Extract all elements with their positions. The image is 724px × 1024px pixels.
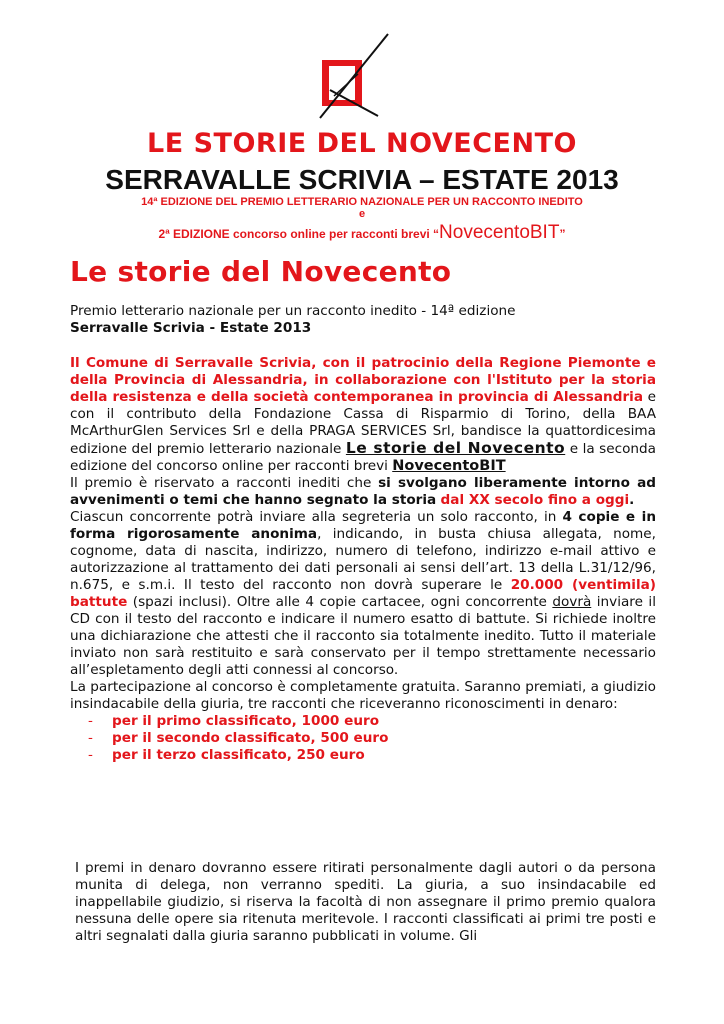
edition-line: 14ª EDIZIONE DEL PREMIO LETTERARIO NAZIONALE PER UN RACCONTO INEDITO (141, 196, 583, 208)
header-subtitle: SERRAVALLE SCRIVIA – ESTATE 2013 (105, 164, 619, 195)
bullet-dash: - (88, 713, 93, 729)
paragraph-4: La partecipazione al concorso è completamente gratuita. Saranno premiati, a giudizio insindacabile della giuria, tre racconti che riceveranno riconoscimenti in denaro: (70, 679, 656, 712)
p3-text-a: Ciascun concorrente potrà inviare alla segreteria un solo racconto, in (70, 509, 563, 525)
prize-list (70, 713, 656, 764)
bullet-dash: - (88, 730, 93, 746)
list-item (88, 730, 656, 747)
closing-paragraph: I premi in denaro dovranno essere ritirati personalmente dagli autori o da persona munita di delega, non verranno spediti. La giuria, a suo insindacabile ed inappellabile giudizio, si riserva la facoltà di non assegnare il primo premio qualora nessuna delle opere sia ritenuta meritevole. I racconti classificati ai primi tre posti e altri segnalati dalla giuria saranno pubblicati in volume. Gli (75, 860, 656, 944)
second-edition-prefix: 2ª EDIZIONE concorso online per racconti brevi “ (158, 227, 440, 241)
novecento-logo-icon (316, 30, 392, 122)
list-item (88, 713, 656, 730)
p3-text-g: inviare il CD con il testo del racconto e indicare il numero esatto di battute. Si richiede inoltre una dichiarazione che attesti che il racconto sia totalmente inedito. Tutto il materiale inviato non sarà restituito e sarà conservato per il tempo strettamente necessario all’espletamento degli atti connessi al concorso. (70, 594, 656, 678)
p2-text-d: dal XX secolo fino a oggi (440, 492, 630, 508)
organizers-text: Il Comune di Serravalle Scrivia, con il patrocinio della Regione Piemonte e della Provincia di Alessandria, in collaborazione con l'Istituto per la storia della resistenza e della società contemporanea in provincia di Alessandria (70, 355, 656, 405)
p3-text-f: dovrà (552, 594, 592, 610)
contest-text: e la seconda edizione del concorso online per racconti brevi (70, 441, 656, 474)
prize-third: per il terzo classificato, 250 euro (112, 747, 365, 763)
second-edition-suffix: ” (559, 227, 566, 241)
prize-second: per il secondo classificato, 500 euro (112, 730, 389, 746)
prize-first: per il primo classificato, 1000 euro (112, 713, 380, 729)
intro-line-1: Premio letterario nazionale per un racconto inedito - 14ª edizione (70, 303, 516, 319)
p3-text-b: 4 copie e in forma rigorosamente anonima (70, 509, 656, 542)
p2-text-a: Il premio è riservato a racconti inediti che (70, 475, 379, 491)
p2-text-e: . (629, 492, 635, 508)
conjunction-line: e (358, 208, 366, 220)
bullet-dash: - (88, 747, 93, 763)
list-item (88, 747, 656, 764)
sponsors-text: e con il contributo della Fondazione Cassa di Risparmio di Torino, della BAA McArthurGlen Services Srl e della PRAGA SERVICES Srl, bandisce la quattordicesima edizione del premio letterario nazionale (70, 389, 657, 457)
brand-novecentobit: NovecentoBIT (392, 458, 506, 474)
p3-text-c: , indicando, in busta chiusa allegata, nome, cognome, data di nascita, indirizzo, numero di telefono, indirizzo e-mail attivo e autorizzazione al trattamento dei dati personali ai sensi dell’art. 13 della L.31/12/96, n.675, e s.m.i. Il testo del racconto non dovrà superare le (70, 526, 656, 593)
intro-line-2: Serravalle Scrivia - Estate 2013 (70, 320, 312, 336)
second-edition-line (0, 222, 724, 244)
page-heading: Le storie del Novecento (70, 255, 452, 288)
second-edition-brand: NovecentoBIT (439, 222, 560, 243)
intro-block (70, 303, 656, 337)
paragraph-3 (70, 509, 656, 679)
p3-text-e: (spazi inclusi). Oltre alle 4 copie cartacee, ogni concorrente (127, 594, 553, 610)
brand-le-storie: Le storie del Novecento (345, 439, 566, 457)
p2-text-b: si svolgano liberamente intorno ad avvenimenti o temi che hanno segnato la storia (70, 475, 657, 508)
paragraph-2 (70, 475, 656, 509)
main-text (70, 355, 656, 764)
header-title: LE STORIE DEL NOVECENTO (147, 128, 577, 159)
p3-text-d: 20.000 (ventimila) battute (70, 577, 656, 610)
paragraph-1 (70, 355, 656, 475)
